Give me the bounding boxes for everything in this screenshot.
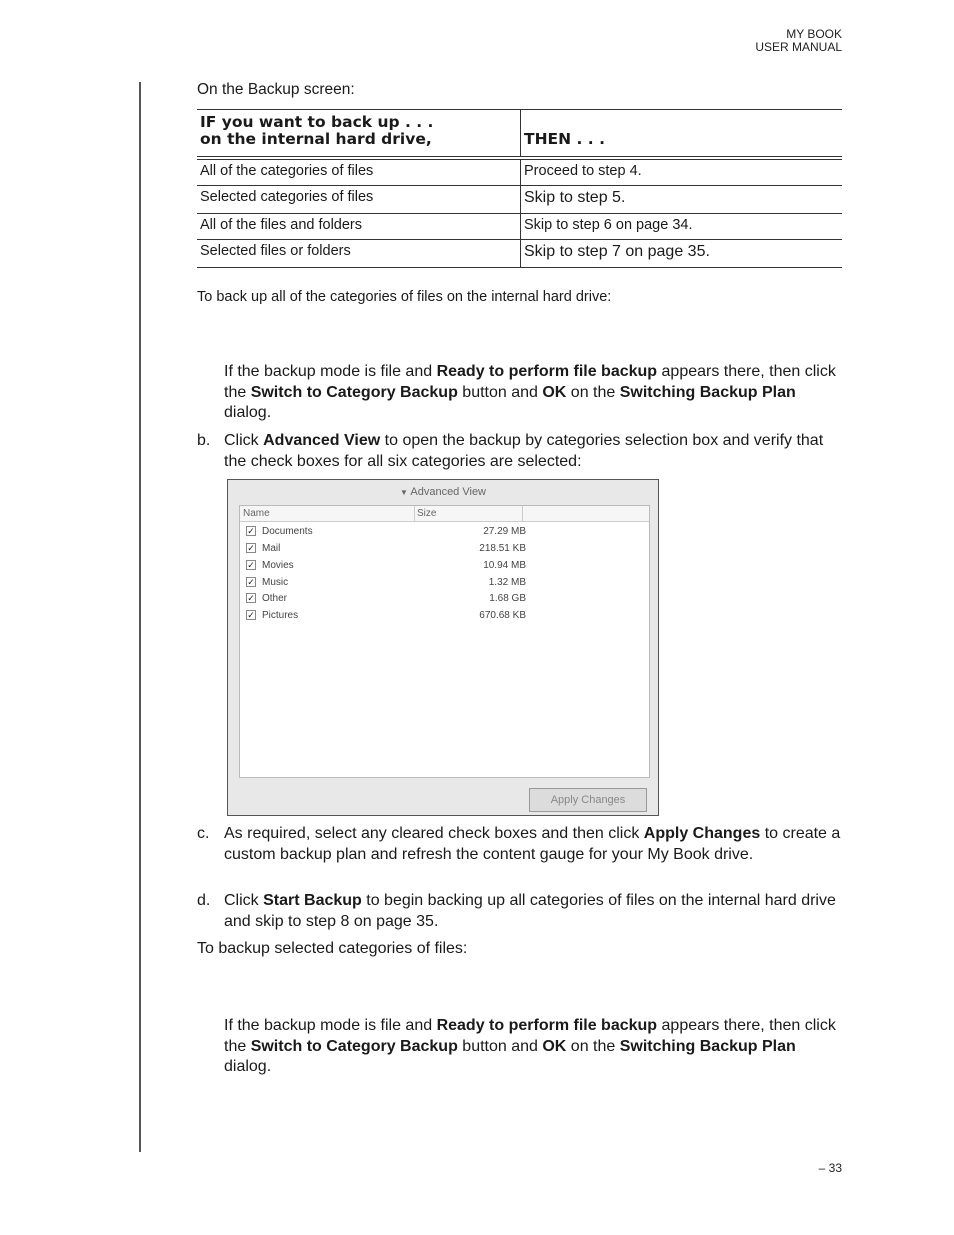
text: As required, select any cleared check boxes and then click: [224, 825, 644, 842]
advanced-view-header: [228, 486, 658, 498]
text: appears there, then click the: [224, 1017, 836, 1055]
list-item[interactable]: [246, 575, 526, 591]
step-c: [197, 824, 842, 865]
backup-options-table: [197, 109, 842, 268]
column-header: [240, 506, 649, 522]
text: to open the backup by categories selection box and verify that the check boxes for all six categories are selected:: [224, 432, 824, 470]
ui-term: Start Backup: [263, 892, 362, 909]
column-divider: [522, 506, 523, 521]
list-item[interactable]: [246, 558, 526, 574]
item-size: 1.32 MB: [488, 577, 526, 588]
column-name: Name: [243, 508, 270, 519]
ui-term: Switching Backup Plan: [619, 383, 796, 401]
table-cell: All of the categories of files: [197, 158, 521, 186]
step-d: [197, 891, 842, 932]
advanced-view-screenshot: [227, 479, 659, 816]
step-b: [197, 431, 842, 472]
table-cell: Skip to step 7 on page 35.: [521, 240, 843, 268]
header-manual: USER MANUAL: [755, 40, 842, 54]
table-row: [197, 186, 842, 214]
text: to create a custom backup plan and refresh the content gauge for your My Book drive.: [224, 825, 841, 863]
item-size: 10.94 MB: [483, 560, 526, 571]
intro-text: On the Backup screen:: [197, 81, 355, 98]
margin-rule: [139, 82, 141, 1152]
paragraph-backup-mode: [224, 362, 842, 424]
item-name: Movies: [262, 560, 294, 571]
text: on the: [566, 383, 620, 401]
ui-term: Apply Changes: [643, 825, 761, 842]
step-label: c.: [197, 825, 210, 842]
list-item[interactable]: [246, 608, 526, 624]
table-row: [197, 158, 842, 186]
list-item[interactable]: [246, 524, 526, 540]
text: Click: [224, 432, 264, 449]
checkbox-checked-icon[interactable]: ✓: [247, 543, 255, 553]
section-title-selected-categories: To backup selected categories of files:: [197, 940, 468, 957]
table-cell: Selected categories of files: [197, 186, 521, 214]
paragraph-backup-mode-2: [224, 1016, 842, 1078]
table-cell: Selected files or folders: [197, 240, 521, 268]
text: If the backup mode is file and: [224, 1017, 437, 1034]
ui-term: Ready to perform file backup: [436, 363, 658, 380]
ui-term: Advanced View: [263, 432, 381, 449]
page-number: – 33: [818, 1161, 842, 1175]
list-item[interactable]: [246, 541, 526, 557]
item-size: 1.68 GB: [489, 593, 526, 604]
item-name: Pictures: [262, 610, 299, 621]
text: appears there, then click the: [224, 363, 836, 401]
text: If the backup mode is file and: [224, 363, 437, 380]
apply-changes-button[interactable]: Apply Changes: [529, 788, 647, 812]
table-row: [197, 240, 842, 268]
ui-term: OK: [542, 383, 567, 401]
table-cell: Skip to step 6 on page 34.: [521, 214, 843, 240]
ui-term: Switch to Category Backup: [250, 383, 458, 401]
text: dialog.: [224, 404, 272, 421]
table-cell: Proceed to step 4.: [521, 158, 843, 186]
item-name: Music: [262, 577, 289, 588]
ui-term: OK: [542, 1037, 567, 1055]
ui-term: Ready to perform file backup: [436, 1017, 658, 1034]
header-product: MY BOOK: [786, 27, 842, 41]
table-row: [197, 214, 842, 240]
section-title-all-categories: To back up all of the categories of files on the internal hard drive:: [197, 289, 612, 305]
table-header-if: IF you want to back up . . . on the internal hard drive,: [200, 113, 434, 148]
step-label: b.: [197, 432, 211, 449]
list-item[interactable]: [246, 591, 526, 607]
text: button and: [457, 1037, 543, 1055]
table-header-then: THEN . . .: [521, 110, 843, 159]
checkbox-checked-icon[interactable]: ✓: [247, 593, 255, 603]
text: button and: [457, 383, 543, 401]
checkbox-checked-icon[interactable]: ✓: [247, 610, 255, 620]
table-cell: Skip to step 5.: [521, 186, 843, 214]
text: Click: [224, 892, 264, 909]
item-name: Documents: [262, 526, 313, 537]
triangle-down-icon: ▼: [400, 488, 408, 497]
column-divider: [414, 506, 415, 521]
text: to begin backing up all categories of files on the internal hard drive and skip to step 8 on page 35.: [224, 892, 836, 930]
category-list: [239, 505, 650, 778]
item-size: 27.29 MB: [483, 526, 526, 537]
item-name: Other: [262, 593, 288, 604]
item-size: 670.68 KB: [479, 610, 526, 621]
column-size: Size: [417, 508, 437, 519]
text: dialog.: [224, 1058, 272, 1075]
running-header: [755, 28, 842, 54]
ui-term: Switch to Category Backup: [250, 1037, 458, 1055]
checkbox-checked-icon[interactable]: ✓: [247, 560, 255, 570]
ui-term: Switching Backup Plan: [619, 1037, 796, 1055]
text: on the: [566, 1037, 620, 1055]
item-name: Mail: [262, 543, 281, 554]
table-cell: All of the files and folders: [197, 214, 521, 240]
checkbox-checked-icon[interactable]: ✓: [247, 526, 255, 536]
advanced-view-title: Advanced View: [410, 486, 486, 498]
checkbox-checked-icon[interactable]: ✓: [247, 577, 255, 587]
item-size: 218.51 KB: [479, 543, 526, 554]
step-label: d.: [197, 892, 211, 909]
